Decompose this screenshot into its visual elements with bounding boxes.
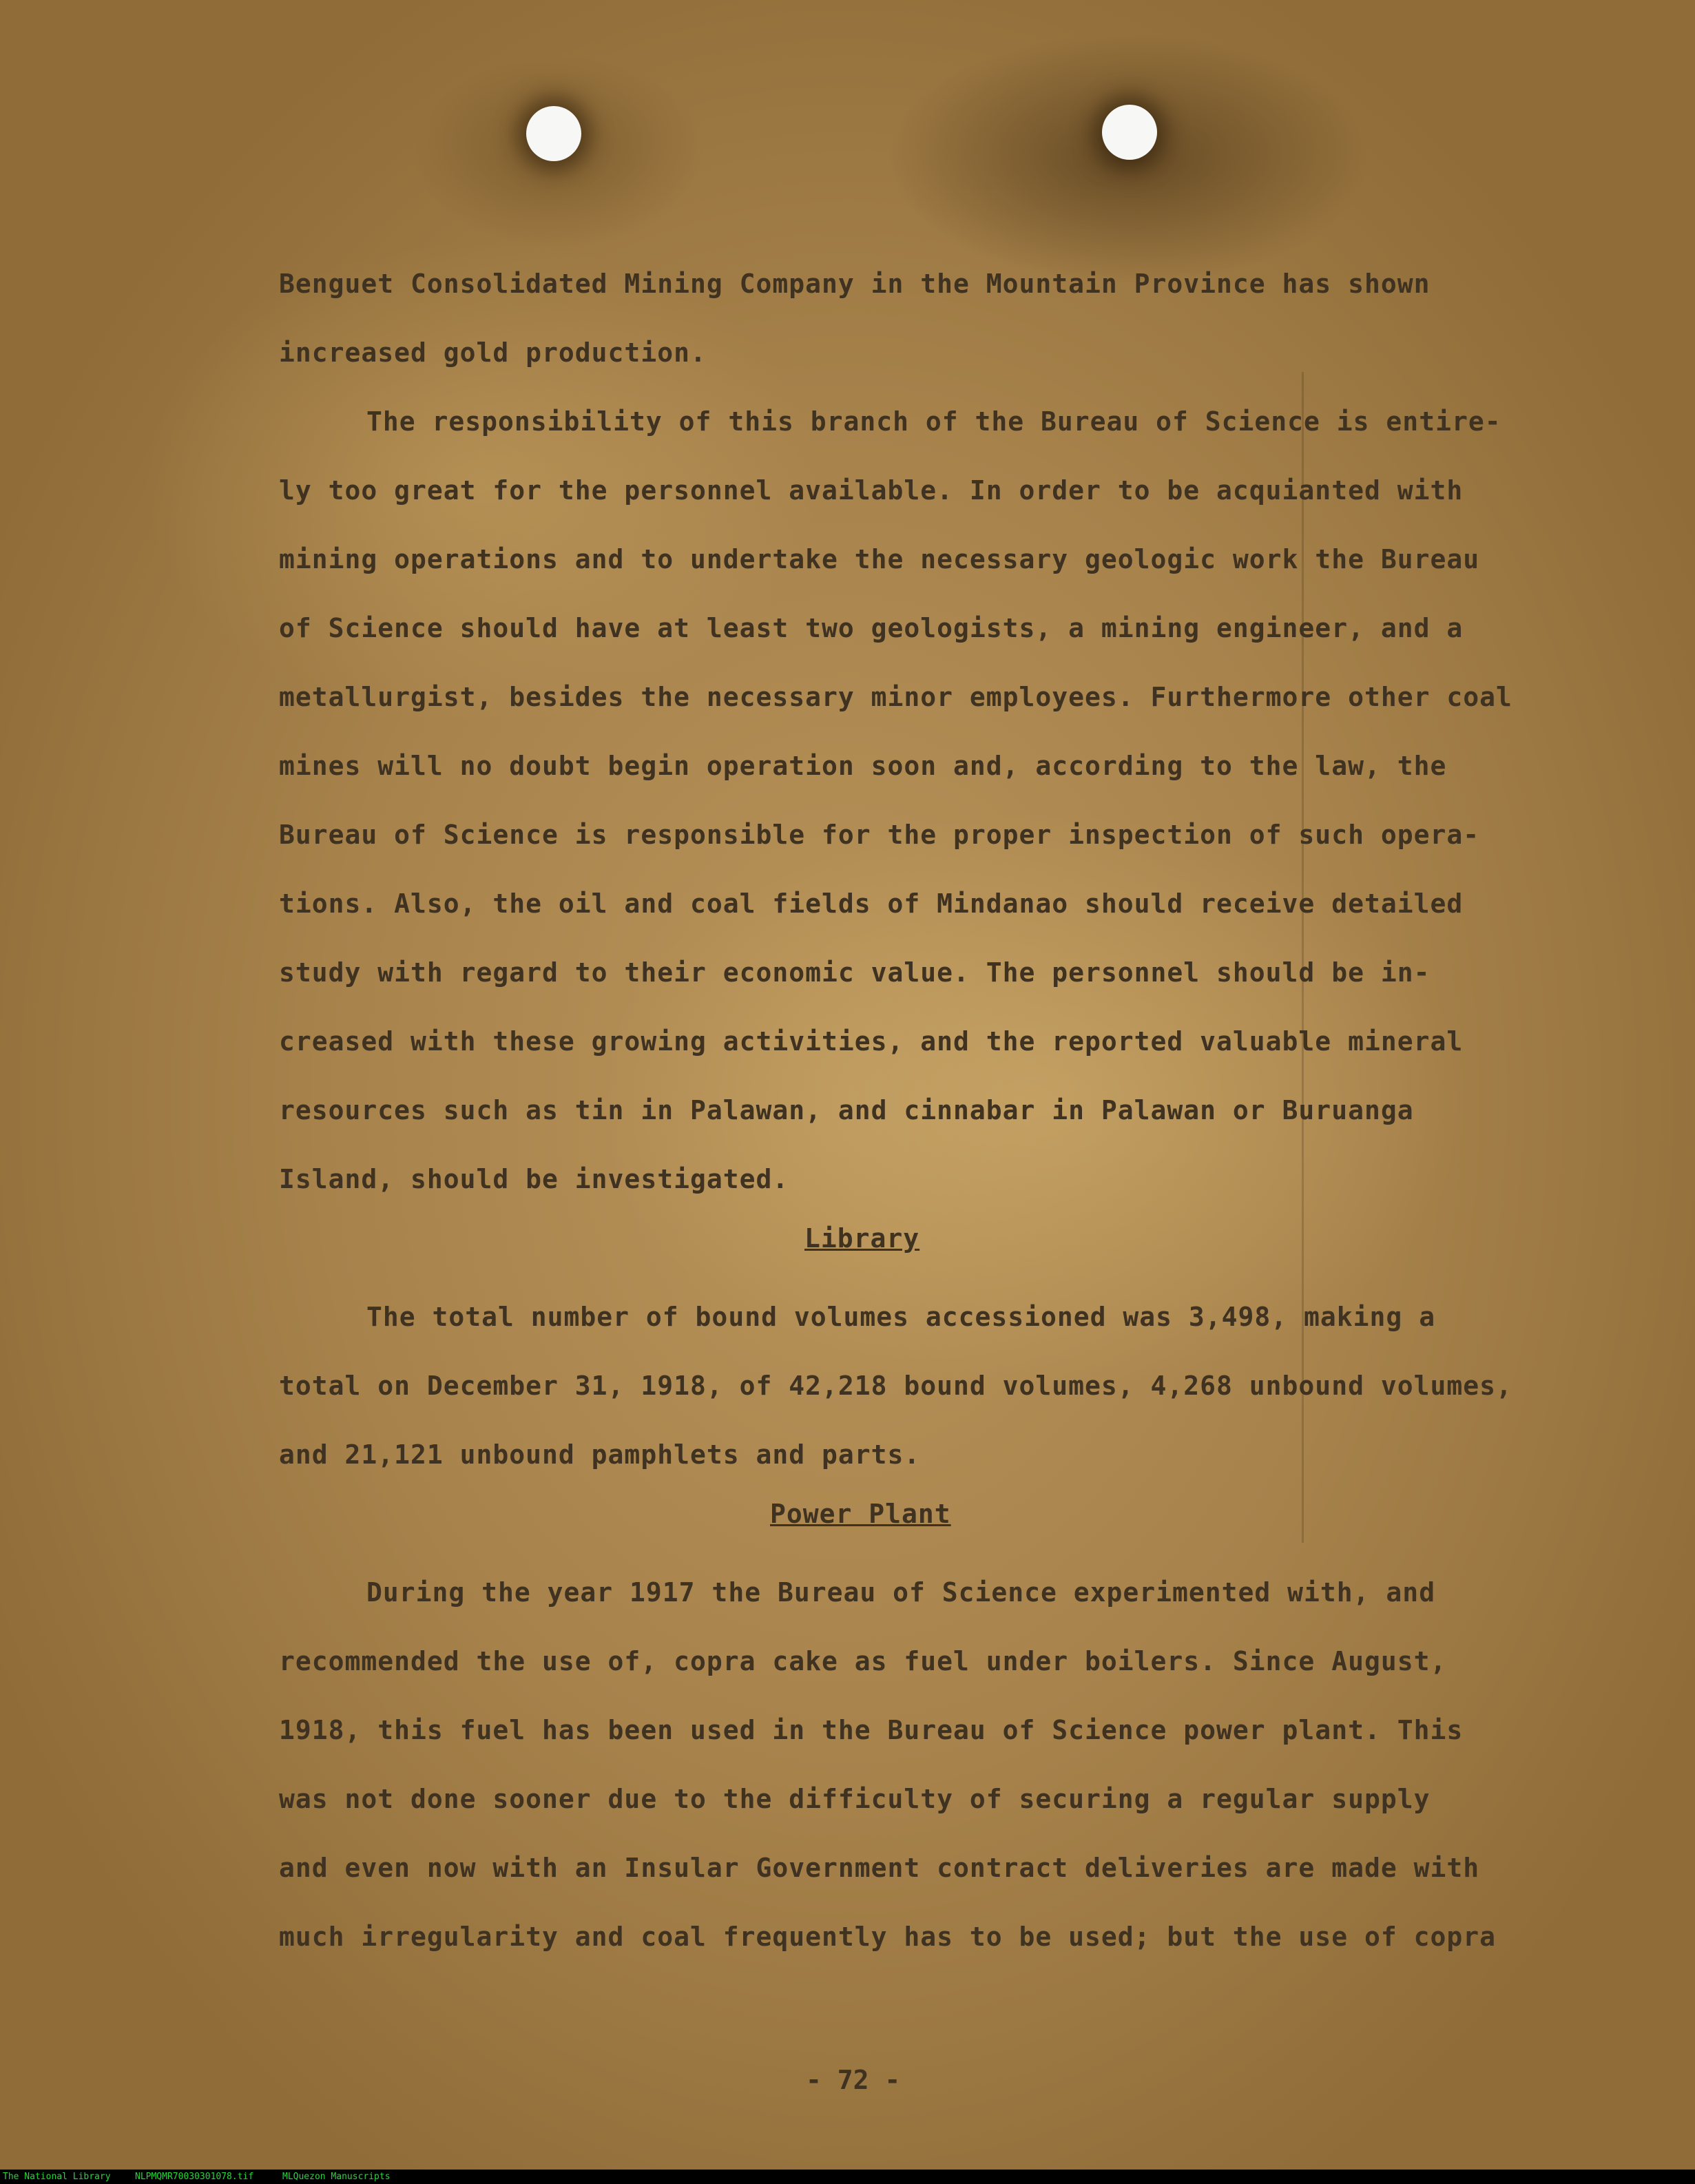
text-line: 1918, this fuel has been used in the Bureau of Science power plant. This <box>279 1715 1464 1745</box>
page-number: - 72 - <box>806 2065 901 2095</box>
text-line: study with regard to their economic value. The personnel should be in- <box>279 957 1431 988</box>
text-line: mines will no doubt begin operation soon and, according to the law, the <box>279 751 1447 781</box>
section-heading-library: Library <box>804 1223 920 1254</box>
text-line: mining operations and to undertake the necessary geologic work the Bureau <box>279 544 1480 574</box>
text-line: and even now with an Insular Government contract deliveries are made with <box>279 1853 1480 1883</box>
text-line: resources such as tin in Palawan, and cinnabar in Palawan or Buruanga <box>279 1095 1414 1125</box>
text-line: Bureau of Science is responsible for the proper inspection of such opera- <box>279 820 1480 850</box>
text-line: increased gold production. <box>279 337 707 368</box>
text-line: metallurgist, besides the necessary minor employees. Furthermore other coal <box>279 682 1512 712</box>
text-line: The total number of bound volumes accessioned was 3,498, making a <box>366 1302 1436 1332</box>
footer-filename: NLPMQMR70030301078.tif <box>135 2172 254 2182</box>
text-line: tions. Also, the oil and coal fields of Mindanao should receive detailed <box>279 888 1464 919</box>
text-line: During the year 1917 the Bureau of Science experimented with, and <box>366 1577 1436 1608</box>
punch-hole-left <box>526 106 581 161</box>
text-line: creased with these growing activities, and the reported valuable mineral <box>279 1026 1464 1057</box>
text-line: much irregularity and coal frequently has to be used; but the use of copra <box>279 1922 1496 1952</box>
text-line: recommended the use of, copra cake as fuel under boilers. Since August, <box>279 1646 1447 1676</box>
section-heading-power-plant: Power Plant <box>770 1499 951 1529</box>
scan-footer-bar <box>0 2170 1695 2184</box>
text-line: Island, should be investigated. <box>279 1164 789 1194</box>
footer-institution: The National Library <box>3 2172 111 2182</box>
text-line: ly too great for the personnel available. In order to be acquianted with <box>279 475 1464 506</box>
text-line: was not done sooner due to the difficulty of securing a regular supply <box>279 1784 1431 1814</box>
text-line: Benguet Consolidated Mining Company in the Mountain Province has shown <box>279 269 1431 299</box>
text-line: The responsibility of this branch of the Bureau of Science is entire- <box>366 406 1501 437</box>
punch-hole-right <box>1102 105 1157 160</box>
text-line: total on December 31, 1918, of 42,218 bound volumes, 4,268 unbound volumes, <box>279 1371 1512 1401</box>
text-line: and 21,121 unbound pamphlets and parts. <box>279 1439 921 1470</box>
text-line: of Science should have at least two geologists, a mining engineer, and a <box>279 613 1464 643</box>
footer-collection: MLQuezon Manuscripts <box>282 2172 391 2182</box>
